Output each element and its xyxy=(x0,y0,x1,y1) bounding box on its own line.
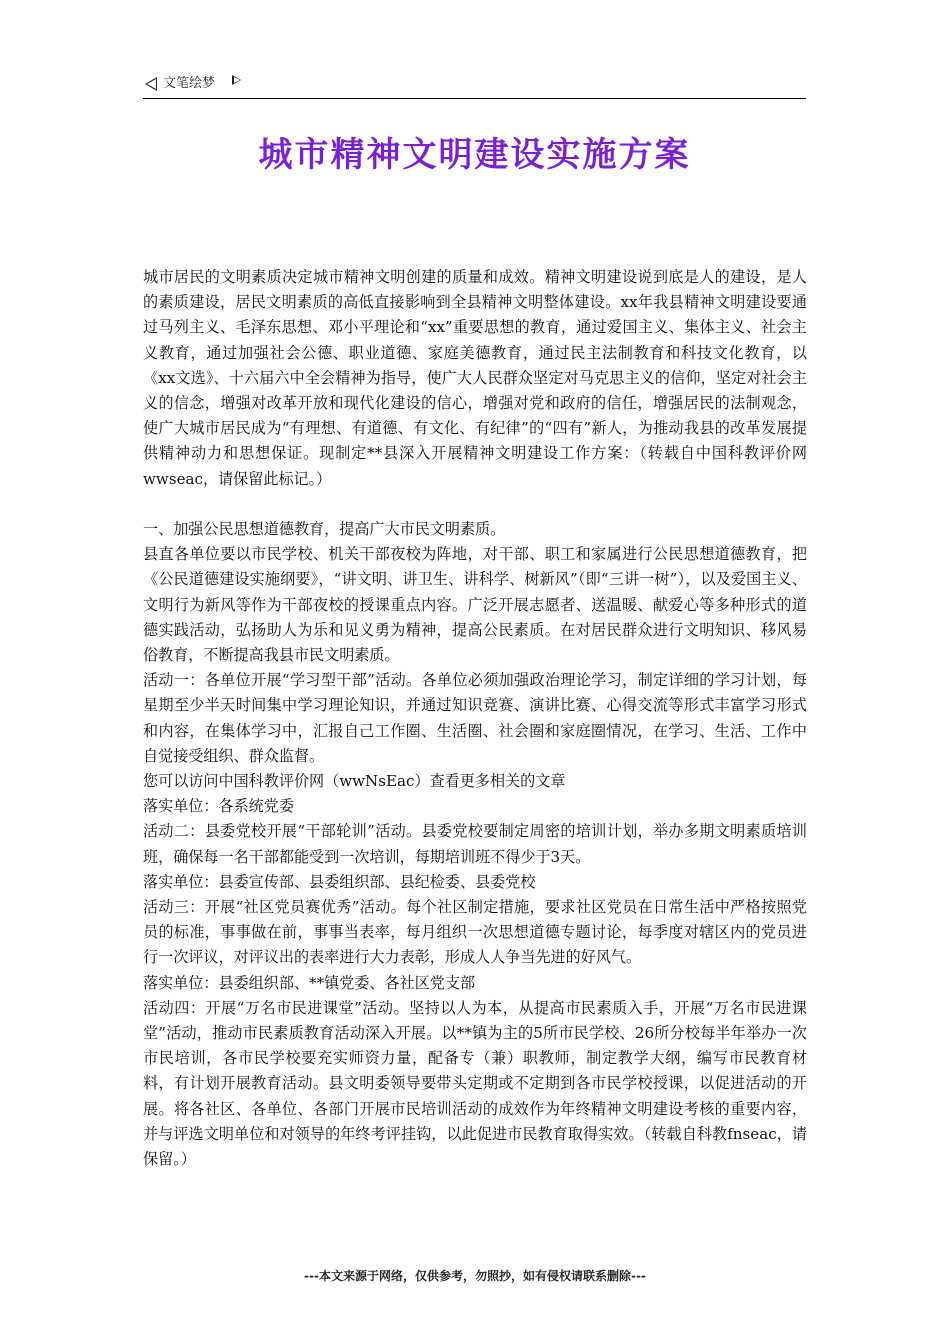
page-footer: ---本文来源于网络，仅供参考，勿照抄，如有侵权请联系删除--- xyxy=(304,1269,646,1283)
activity-two-paragraph: 活动二：县委党校开展“干部轮训”活动。县委党校要制定周密的培训计划，举办多期文明素质培训班，确保每一名干部都能受到一次培训，每期培训班不得少于3天。 xyxy=(143,822,807,866)
header-brand: 文笔绘梦 xyxy=(163,76,216,91)
activity-four-paragraph: 活动四：开展“万名市民进课堂”活动。坚持以人为本，从提高市民素质入手，开展“万名市民进课堂”活动，推动市民素质教育活动深入开展。以**镇为主的5所市民学校、26所分校每半年举办一次市民培训，各市民学校要充实师资力量，配备专（兼）职教师，制定教学大纲，编写市民教育材料，有计划开展教育活动。县文明委领导要带头定期或不定期到各市民学校授课，以促进活动的开展。将各社区、各单位、各部门开展市民培训活动的成效作为年终精神文明建设考核的重要内容，并与评选文明单位和对领导的年终考评挂钩，以此促进市民教育取得实效。（转载自科教fnseac，请保留。） xyxy=(143,998,807,1169)
responsible-units-three: 落实单位：县委组织部、**镇党委、各社区党支部 xyxy=(143,973,476,992)
left-triangle-icon xyxy=(145,77,157,91)
responsible-units-two: 落实单位：县委宣传部、县委组织部、县纪检委、县委党校 xyxy=(143,872,536,891)
document-body xyxy=(143,265,807,1172)
responsible-units-one: 落实单位：各系统党委 xyxy=(143,797,294,816)
section-heading: 一、加强公民思想道德教育，提高广大市民文明素质。 xyxy=(143,520,506,539)
paragraph-gap xyxy=(143,492,807,517)
right-triangle-icon xyxy=(232,75,241,85)
activity-one-paragraph: 活动一：各单位开展“学习型干部”活动。各单位必须加强政治理论学习，制定详细的学习计划，每星期至少半天时间集中学习理论知识，并通过知识竞赛、演讲比赛、心得交流等形式丰富学习形式和内容，在集体学习中，汇报自己工作圈、生活圈、社会圈和家庭圈情况，在学习、生活、工作中自觉接受组织、群众监督。 xyxy=(143,671,807,765)
activity-three-paragraph: 活动三：开展“社区党员赛优秀”活动。每个社区制定措施，要求社区党员在日常生活中严格按照党员的标准，事事做在前，事事当表率，每月组织一次思想道德专题讨论，每季度对辖区内的党员进行一次评议，对评议出的表率进行大力表彰，形成人人争当先进的好风气。 xyxy=(143,898,807,967)
intro-paragraph: 城市居民的文明素质决定城市精神文明创建的质量和成效。精神文明建设说到底是人的建设，是人的素质建设，居民文明素质的高低直接影响到全县精神文明整体建设。xx年我县精神文明建设要通过马列主义、毛泽东思想、邓小平理论和“xx”重要思想的教育，通过爱国主义、集体主义、社会主义教育，通过加强社会公德、职业道德、家庭美德教育，通过民主法制教育和科技文化教育，以《xx文选》、十六届六中全会精神为指导，使广大人民群众坚定对马克思主义的信仰，坚定对社会主义的信念，增强对改革开放和现代化建设的信心，增强对党和政府的信任，增强居民的法制观念，使广大城市居民成为“有理想、有道德、有文化、有纪律”的“四有”新人，为推动我县的改革发展提供精神动力和思想保证。现制定**县深入开展精神文明建设工作方案：（转载自中国科教评价网wwseac，请保留此标记。） xyxy=(143,268,807,488)
page-header xyxy=(143,72,806,99)
document-title: 城市精神文明建设实施方案 xyxy=(258,135,691,175)
site-notice: 您可以访问中国科教评价网（wwNsEac）查看更多相关的文章 xyxy=(143,772,566,791)
body-paragraph: 县直各单位要以市民学校、机关干部夜校为阵地，对干部、职工和家属进行公民思想道德教育，把《公民道德建设实施纲要》，“讲文明、讲卫生、讲科学、树新风”（即“三讲一树”），以及爱国主义、文明行为新风等作为干部夜校的授课重点内容。广泛开展志愿者、送温暖、献爱心等多种形式的道德实践活动，弘扬助人为乐和见义勇为精神，提高公民素质。在对居民群众进行文明知识、移风易俗教育，不断提高我县市民文明素质。 xyxy=(143,545,807,665)
